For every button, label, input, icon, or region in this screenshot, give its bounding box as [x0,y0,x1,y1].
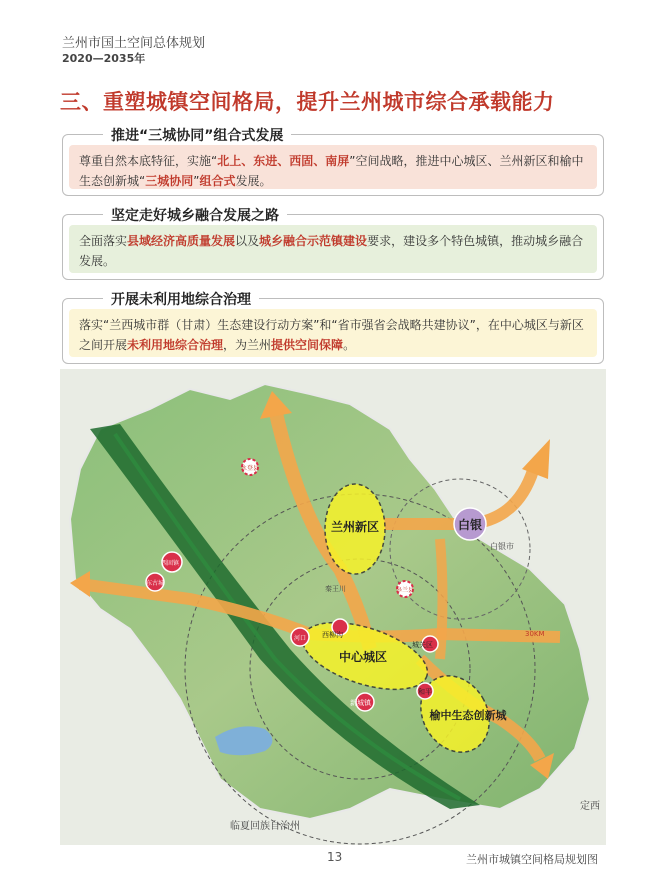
label-qinwang: 秦王川 [325,585,346,593]
map-svg [60,369,606,845]
label-30km: 30KM [525,630,545,638]
card-highlight: 三城协同 [145,174,194,188]
label-yuzhong: 榆中生态创新城 [429,709,507,722]
label-dingxi: 定西 [580,801,600,812]
map-caption: 兰州市城镇空间格局规划图 [466,853,598,866]
card-body [69,145,597,189]
page-number: 13 [327,850,343,864]
document-header-years: 2020—2035年 [62,52,146,65]
card-heading: 开展未利用地综合治理 [103,289,259,309]
card-text: 。 [343,338,356,352]
card-body [69,225,597,273]
spatial-pattern-map [60,369,606,845]
card-text: ” [193,174,200,188]
card-highlight: 组合式 [199,174,236,188]
card-text: 尊重自然本底特征，实施“ [79,154,218,168]
label-town-left: 东古城 [145,580,165,587]
card-heading: 推进“三城协同”组合式发展 [103,125,291,145]
label-baiyin: 白银 [457,518,483,532]
card-heading: 坚定走好城乡融合发展之路 [103,205,287,225]
card-text: 发展。 [235,174,272,188]
label-center: 中心城区 [338,650,388,664]
card-highlight: 城乡融合示范镇建设 [259,234,368,248]
label-yongdeng: 永登县 [240,465,260,472]
label-baiyin-city: 白银市 [490,542,514,551]
baiyin-axis [440,539,443,659]
label-xiliu: 西柳沟 [322,631,343,639]
card-highlight: 北上、东进、西固、南屏 [217,154,350,168]
strategy-card-urban-rural [62,208,604,280]
label-new-district: 兰州新区 [330,520,380,534]
label-city-a: 城关区 [412,641,433,649]
card-text: 落实“兰西城市群（甘肃）生态建设行动方案”和“省市强省会战略共建协议”，在中心城区与新区之间开展 [79,318,584,352]
label-gaolan: 皋兰县 [395,587,415,594]
card-highlight: 未利用地综合治理 [127,338,224,352]
card-text: ”空间战略，推进中心城区、兰州新区和榆中生态创新城“ [79,154,584,188]
document-header-title: 兰州市国土空间总体规划 [62,36,206,51]
card-text: 要求，建设多个特色城镇，推动城乡融合发展。 [79,234,584,268]
strategy-card-three-cities [62,128,604,196]
card-text: 全面落实 [79,234,128,248]
label-xigu: 西固镇 [160,560,180,567]
strategy-card-unused-land [62,292,604,364]
card-text: ，为兰州 [223,338,272,352]
label-hechuan: 和平 [418,688,432,696]
label-linxia: 临夏回族自治州 [230,821,300,832]
card-highlight: 提供空间保障 [271,338,344,352]
card-text: 以及 [235,234,260,248]
card-body [69,309,597,357]
label-xincheng: 新城镇 [350,699,371,707]
card-highlight: 县域经济高质量发展 [127,234,236,248]
label-hekou: 河口 [293,635,307,642]
section-title: 三、重塑城镇空间格局，提升兰州城市综合承载能力 [60,90,555,114]
